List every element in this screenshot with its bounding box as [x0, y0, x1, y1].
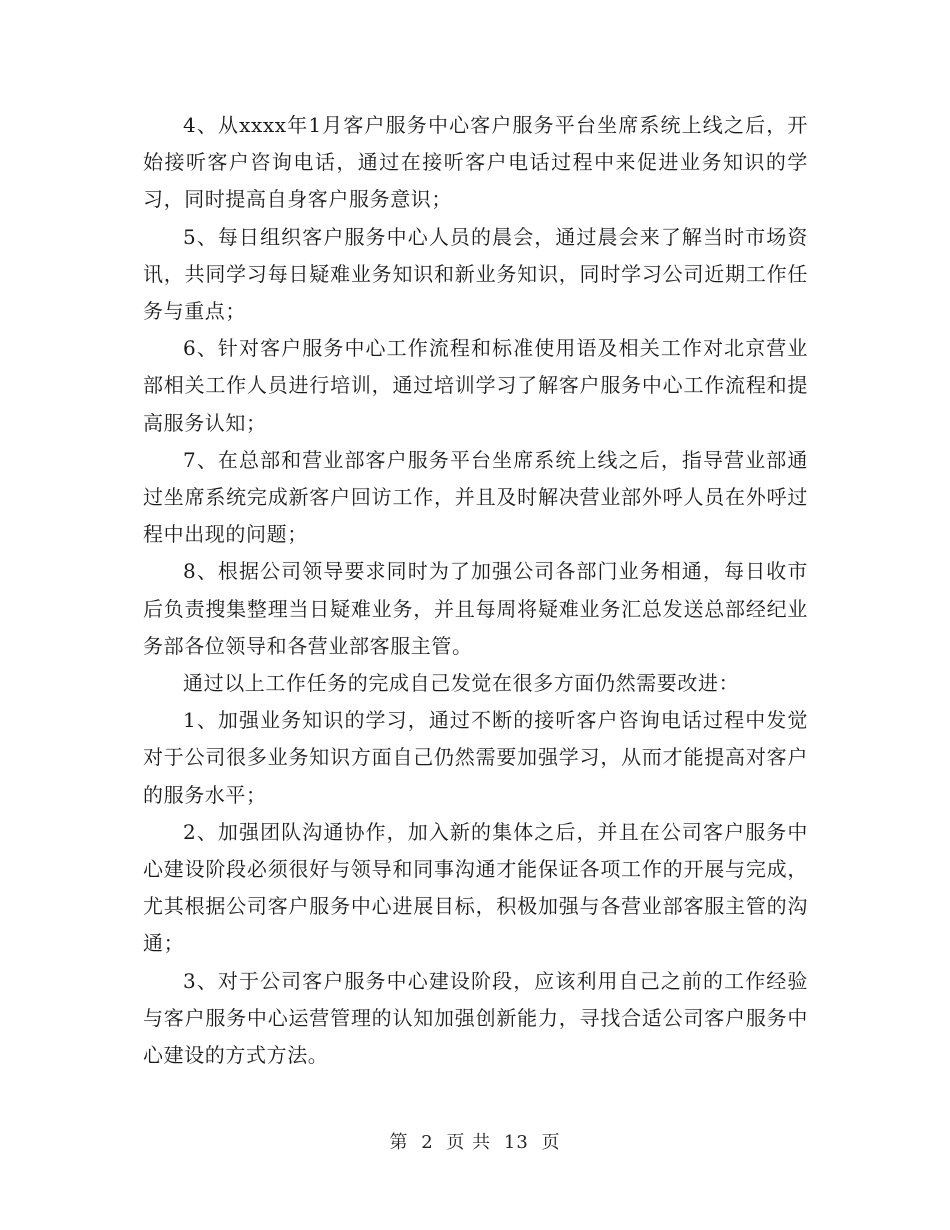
paragraph-item-7: 7、在总部和营业部客户服务平台坐席系统上线之后，指导营业部通过坐席系统完成新客户回访工作，并且及时解决营业部外呼人员在外呼过程中出现的问题；	[143, 447, 808, 547]
paragraph-improvement-2: 2、加强团队沟通协作，加入新的集体之后，并且在公司客户服务中心建设阶段必须很好与领导和同事沟通才能保证各项工作的开展与完成，尤其根据公司客户服务中心进展目标，积极加强与各营业部客服主管的沟通；	[143, 819, 808, 956]
document-body	[143, 107, 808, 1074]
footer-current-page: 2	[421, 1132, 434, 1153]
paragraph-item-4: 4、从xxxx年1月客户服务中心客户服务平台坐席系统上线之后，开始接听客户咨询电话，通过在接听客户电话过程中来促进业务知识的学习，同时提高自身客户服务意识；	[143, 113, 808, 212]
footer-middle: 页 共	[446, 1132, 492, 1153]
paragraph-item-8: 8、根据公司领导要求同时为了加强公司各部门业务相通，每日收市后负责搜集整理当日疑难业务，并且每周将疑难业务汇总发送总部经纪业务部各位领导和各营业部客服主管。	[143, 559, 808, 658]
paragraph-item-5: 5、每日组织客户服务中心人员的晨会，通过晨会来了解当时市场资讯，共同学习每日疑难业务知识和新业务知识，同时学习公司近期工作任务与重点；	[143, 224, 808, 324]
footer-suffix: 页	[541, 1132, 561, 1153]
footer-prefix: 第	[389, 1132, 409, 1153]
paragraph-improvement-intro: 通过以上工作任务的完成自己发觉在很多方面仍然需要改进：	[183, 671, 740, 696]
footer-total-pages: 13	[503, 1132, 529, 1153]
paragraph-item-6: 6、针对客户服务中心工作流程和标准使用语及相关工作对北京营业部相关工作人员进行培训，通过培训学习了解客户服务中心工作流程和提高服务认知；	[143, 336, 808, 435]
paragraph-improvement-1: 1、加强业务知识的学习，通过不断的接听客户咨询电话过程中发觉对于公司很多业务知识方面自己仍然需要加强学习，从而才能提高对客户的服务水平；	[143, 708, 808, 807]
page-footer	[0, 1128, 950, 1154]
paragraph-improvement-3: 3、对于公司客户服务中心建设阶段，应该利用自己之前的工作经验与客户服务中心运营管理的认知加强创新能力，寻找合适公司客户服务中心建设的方式方法。	[143, 968, 808, 1068]
